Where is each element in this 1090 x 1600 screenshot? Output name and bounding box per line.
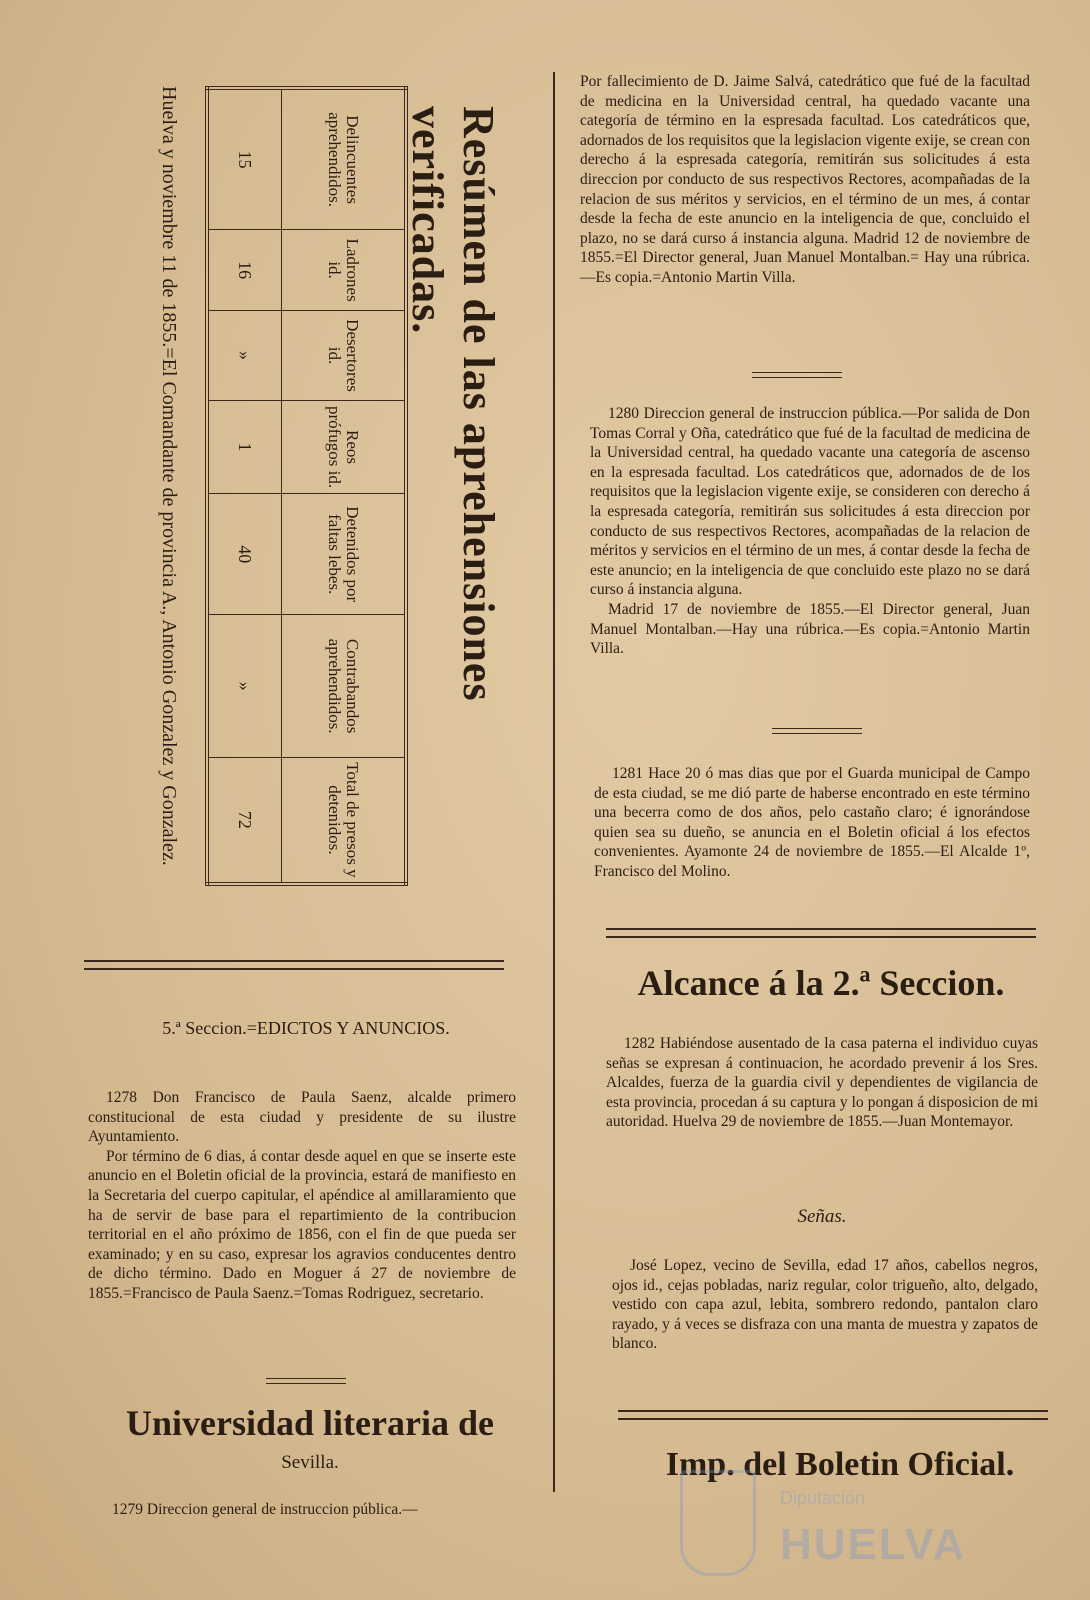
coat-of-arms-icon <box>680 1470 756 1576</box>
col-desertores: Desertores id. <box>282 310 407 400</box>
section-5-heading: 5.ª Seccion.=EDICTOS Y ANUNCIOS. <box>162 1018 450 1038</box>
notice-1281-body: 1281 Hace 20 ó mas dias que por el Guarda municipal de Campo de esta ciudad, se me dió parte de haberse encontrado en este término una becerra como de dos años, pelo castaño claro; é ignorándose quien sea su dueño, se anuncia en el Boletin oficial á los efectos convenientes. Ayamonte 24 de noviembre de 1855.—El Alcalde 1º, Francisco del Molino. <box>594 765 1030 880</box>
col-delincuentes: Delincuentes aprehendidos. <box>282 88 407 230</box>
university-subheading: Sevilla. <box>281 1452 339 1473</box>
notice-1279-body: Por fallecimiento de D. Jaime Salvá, catedrático que fué de la facultad de medicina en la Universidad central, ha quedado vacante una categoría de término en la espresada facultad. Los catedráticos que, adornados de los requisitos que la legislacion vigente exije, se crean con derecho á la espresada categoría, remitirán sus solicitudes á esta direccion por conducto de sus respectivos Rectores, acompañadas de la relacion de sus méritos y servicios, en el término de un mes, á contar desde la fecha de este anuncio en la inteligencia de que, concluido el plazo, no se dará curso á instancia alguna. Madrid 12 de noviembre de 1855.=El Director general, Juan Manuel Montalban.= Hay una rúbrica.—Es copia.=Antonio Martin Villa. <box>580 73 1030 286</box>
col-reos-profugos: Reos prófugos id. <box>282 401 407 494</box>
col-contrabandos: Contrabandos aprehendidos. <box>282 615 407 757</box>
notice-1282 <box>606 1034 1038 1132</box>
notice-1282-body: 1282 Habiéndose ausentado de la casa paterna el individuo cuyas señas se expresan á continuacion, he acordado prevenir á los Sres. Alcaldes, fuerza de la guardia civil y dependientes de vigilancia de esta provincia, procedan á su captura y lo pongan á disposicion de mi autoridad. Huelva 29 de noviembre de 1855.—Juan Montemayor. <box>606 1035 1038 1131</box>
value-reos-profugos: 1 <box>207 401 282 494</box>
watermark-text: HUELVA <box>780 1520 967 1569</box>
section-rule <box>606 928 1036 938</box>
value-total: 72 <box>207 757 282 884</box>
archive-watermark <box>680 1470 990 1580</box>
senas-description <box>612 1256 1038 1354</box>
notice-1281 <box>594 764 1030 882</box>
col-ladrones: Ladrones id. <box>282 230 407 311</box>
value-delincuentes: 15 <box>207 88 282 230</box>
col-detenidos: Detenidos por faltas lebes. <box>282 493 407 614</box>
alcance-heading: Alcance á la 2.ª Seccion. <box>637 963 1005 1003</box>
table-value-row <box>207 88 282 884</box>
table-header-row <box>282 88 407 884</box>
notice-1279-cont <box>580 72 1030 288</box>
apprehension-title: Resúmen de las aprehensiones verificadas. <box>403 106 503 702</box>
value-detenidos: 40 <box>207 493 282 614</box>
section-rule <box>618 1410 1048 1420</box>
notice-1279-start: 1279 Direccion general de instruccion pública.— <box>112 1501 418 1518</box>
value-desertores: » <box>207 310 282 400</box>
watermark-subtext: Diputación <box>780 1488 866 1508</box>
apprehension-table <box>205 86 408 886</box>
notice-1278 <box>88 1088 516 1304</box>
senas-body: José Lopez, vecino de Sevilla, edad 17 años, cabellos negros, ojos id., cejas pobladas, nariz regular, color trigueño, alto, delgado, vestido con capa azul, lebita, sombrero redondo, pantalon claro rayado, y á veces se disfraza con una manta de muestra y zapatos de blanco. <box>612 1257 1038 1353</box>
university-heading: Universidad literaria de <box>126 1403 494 1443</box>
section-rule <box>84 960 504 970</box>
notice-1280 <box>590 404 1030 659</box>
column-divider <box>553 72 555 1492</box>
notice-separator <box>772 728 862 734</box>
value-contrabandos: » <box>207 615 282 757</box>
notice-1278-intro: 1278 Don Francisco de Paula Saenz, alcalde primero constitucional de esta ciudad y presidente de su ilustre Ayuntamiento. <box>88 1089 516 1146</box>
imprint: Imp. del Boletin Oficial. <box>665 1446 1015 1483</box>
notice-separator <box>752 372 842 378</box>
notice-1278-body: Por término de 6 dias, á contar desde aquel en que se inserte este anuncio en el Boletin oficial de la provincia, estará de manifiesto en la Secretaria del cuerpo capitular, el apéndice al amillaramiento que ha de servir de base para el repartimiento de la contribucion territorial en el año próximo de 1856, con el fin de que pueda ser examinado; y en su caso, expresar los agravios conducentes dentro de dicho término. Dado en Moguer á 27 de noviembre de 1855.=Francisco de Paula Saenz.=Tomas Rodriguez, secretario. <box>88 1147 516 1302</box>
notice-1280-body: 1280 Direccion general de instruccion pública.—Por salida de Don Tomas Corral y Oña, catedrático que fué de la facultad de medicina de la Universidad central, ha quedado vacante una categoría de ascenso en la espresada facultad. Los catedráticos que, adornados de de los requisitos que la legislacion vigente exije, se consideren con derecho á la espresada categoría, remitirán sus solicitudes á esta direccion por conducto de sus respectivos Rectores, acompañadas de la relacion de méritos y servicios en el término de un mes, á contar desde la fecha de este anuncio; en la inteligencia de que concluido este plazo no se dará curso á instancia alguna. <box>590 405 1030 599</box>
notice-separator <box>266 1378 346 1384</box>
apprehension-footer: Huelva y noviembre 11 de 1855.=El Comandante de provincia A., Antonio Gonzalez y Gonzalez. <box>158 86 180 866</box>
value-ladrones: 16 <box>207 230 282 311</box>
notice-1280-signoff: Madrid 17 de noviembre de 1855.—El Director general, Juan Manuel Montalban.—Hay una rúbrica.—Es copia.=Antonio Martin Villa. <box>590 600 1030 658</box>
senas-heading: Señas. <box>797 1206 847 1227</box>
apprehension-summary-block <box>86 76 526 936</box>
col-total: Total de presos y detenidos. <box>282 757 407 884</box>
